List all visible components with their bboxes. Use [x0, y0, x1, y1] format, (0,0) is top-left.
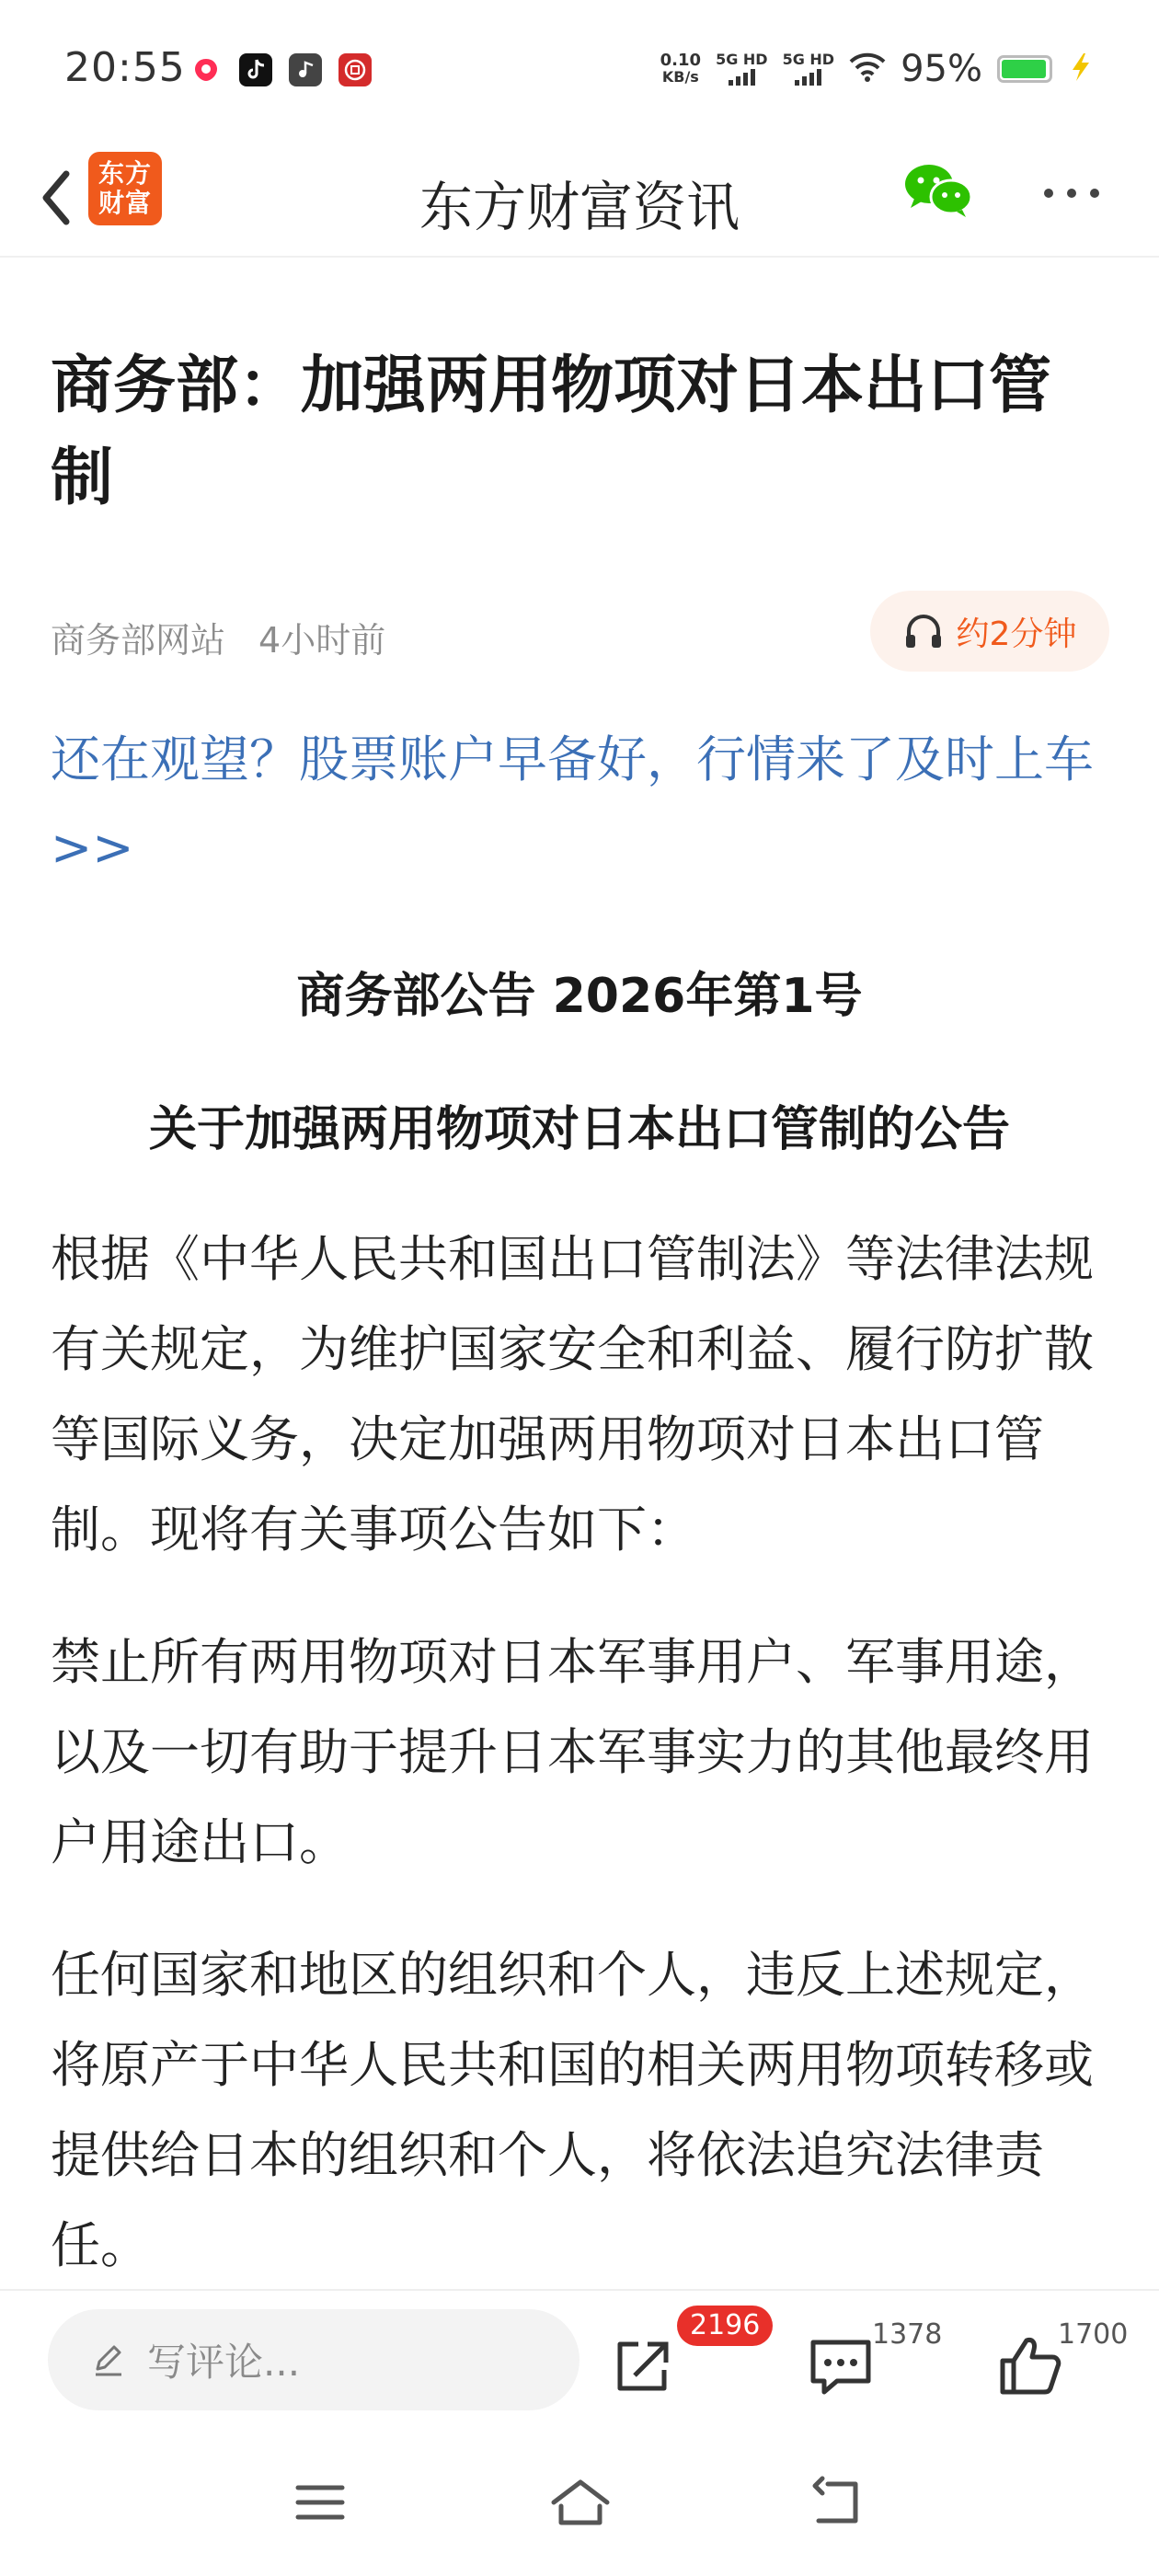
- battery-fill: [1002, 60, 1046, 78]
- notice-number: 商务部公告 2026年第1号: [296, 969, 863, 1024]
- comments-button[interactable]: [804, 2329, 878, 2403]
- comment-icon: [804, 2329, 878, 2403]
- pencil-icon: [90, 2341, 127, 2378]
- article-time: 4小时前: [258, 620, 386, 661]
- like-count: 1700: [1058, 2318, 1129, 2351]
- menu-icon[interactable]: [293, 2475, 348, 2530]
- sim2-label: 5G HD: [782, 51, 835, 68]
- comment-placeholder: 写评论...: [147, 2340, 301, 2385]
- battery-icon: [997, 55, 1052, 83]
- notice-title: 关于加强两用物项对日本出口管制的公告: [148, 1102, 1010, 1157]
- logo-line2: 财富: [98, 188, 152, 218]
- logo-line1: 东方: [98, 158, 152, 189]
- promo-link[interactable]: 还在观望？股票账户早备好，行情来了及时上车>>: [51, 730, 1094, 877]
- like-button[interactable]: [993, 2329, 1067, 2403]
- net-speed: [660, 52, 701, 86]
- system-nav-bar: [0, 2429, 1159, 2576]
- share-icon: [607, 2329, 681, 2403]
- music-app-icon: [289, 53, 322, 86]
- sim2-signal: [783, 52, 835, 86]
- battery-percent: 95%: [901, 48, 982, 90]
- sim1-signal: [716, 52, 768, 86]
- top-nav-bar: [0, 138, 1159, 258]
- share-count-badge: 2196: [677, 2306, 773, 2346]
- status-right: [660, 48, 1095, 90]
- article-paragraph: 禁止所有两用物项对日本军事用户、军事用途，以及一切有助于提升日本军事实力的其他最终用户用途出口。: [51, 1633, 1094, 1871]
- home-icon[interactable]: [548, 2475, 613, 2530]
- bank-app-icon: [339, 53, 372, 86]
- sim1-label: 5G HD: [716, 51, 768, 68]
- thumbs-up-icon: [993, 2329, 1067, 2403]
- app-notification-icon: [189, 53, 223, 86]
- comment-input[interactable]: [48, 2309, 580, 2410]
- status-bar: [0, 0, 1159, 138]
- more-icon: [1039, 184, 1104, 202]
- tiktok-icon: [239, 53, 272, 86]
- article-source: 商务部网站: [51, 620, 226, 661]
- notification-icons: [189, 53, 372, 86]
- signal-icon: [795, 69, 821, 86]
- wechat-icon: [901, 158, 975, 223]
- net-speed-unit: KB/s: [661, 68, 699, 86]
- wifi-icon: [849, 52, 886, 86]
- share-button[interactable]: [607, 2329, 681, 2403]
- back-nav-icon[interactable]: [809, 2475, 865, 2530]
- wechat-share-button[interactable]: [901, 158, 975, 223]
- article-title: 商务部：加强两用物项对日本出口管制: [51, 350, 1052, 514]
- article-paragraph: 根据《中华人民共和国出口管制法》等法律法规有关规定，为维护国家安全和利益、履行防扩散等国际义务，决定加强两用物项对日本出口管制。现将有关事项公告如下：: [51, 1230, 1094, 1558]
- more-button[interactable]: [1039, 184, 1104, 202]
- comment-count: 1378: [872, 2318, 943, 2351]
- signal-icon: [729, 69, 755, 86]
- article-meta: [51, 612, 385, 662]
- listen-duration: 约2分钟: [956, 615, 1077, 653]
- listen-button[interactable]: [870, 591, 1109, 672]
- article-paragraph: 任何国家和地区的组织和个人，违反上述规定，将原产于中华人民共和国的相关两用物项转移或提供给日本的组织和个人，将依法追究法律责任。: [51, 1946, 1094, 2274]
- charging-icon: [1067, 52, 1095, 86]
- net-speed-value: 0.10: [660, 51, 702, 70]
- page-title: 东方财富资讯: [419, 176, 740, 238]
- headphones-icon: [903, 613, 944, 650]
- status-time: 20:55: [64, 44, 186, 91]
- bottom-action-bar: [0, 2289, 1159, 2418]
